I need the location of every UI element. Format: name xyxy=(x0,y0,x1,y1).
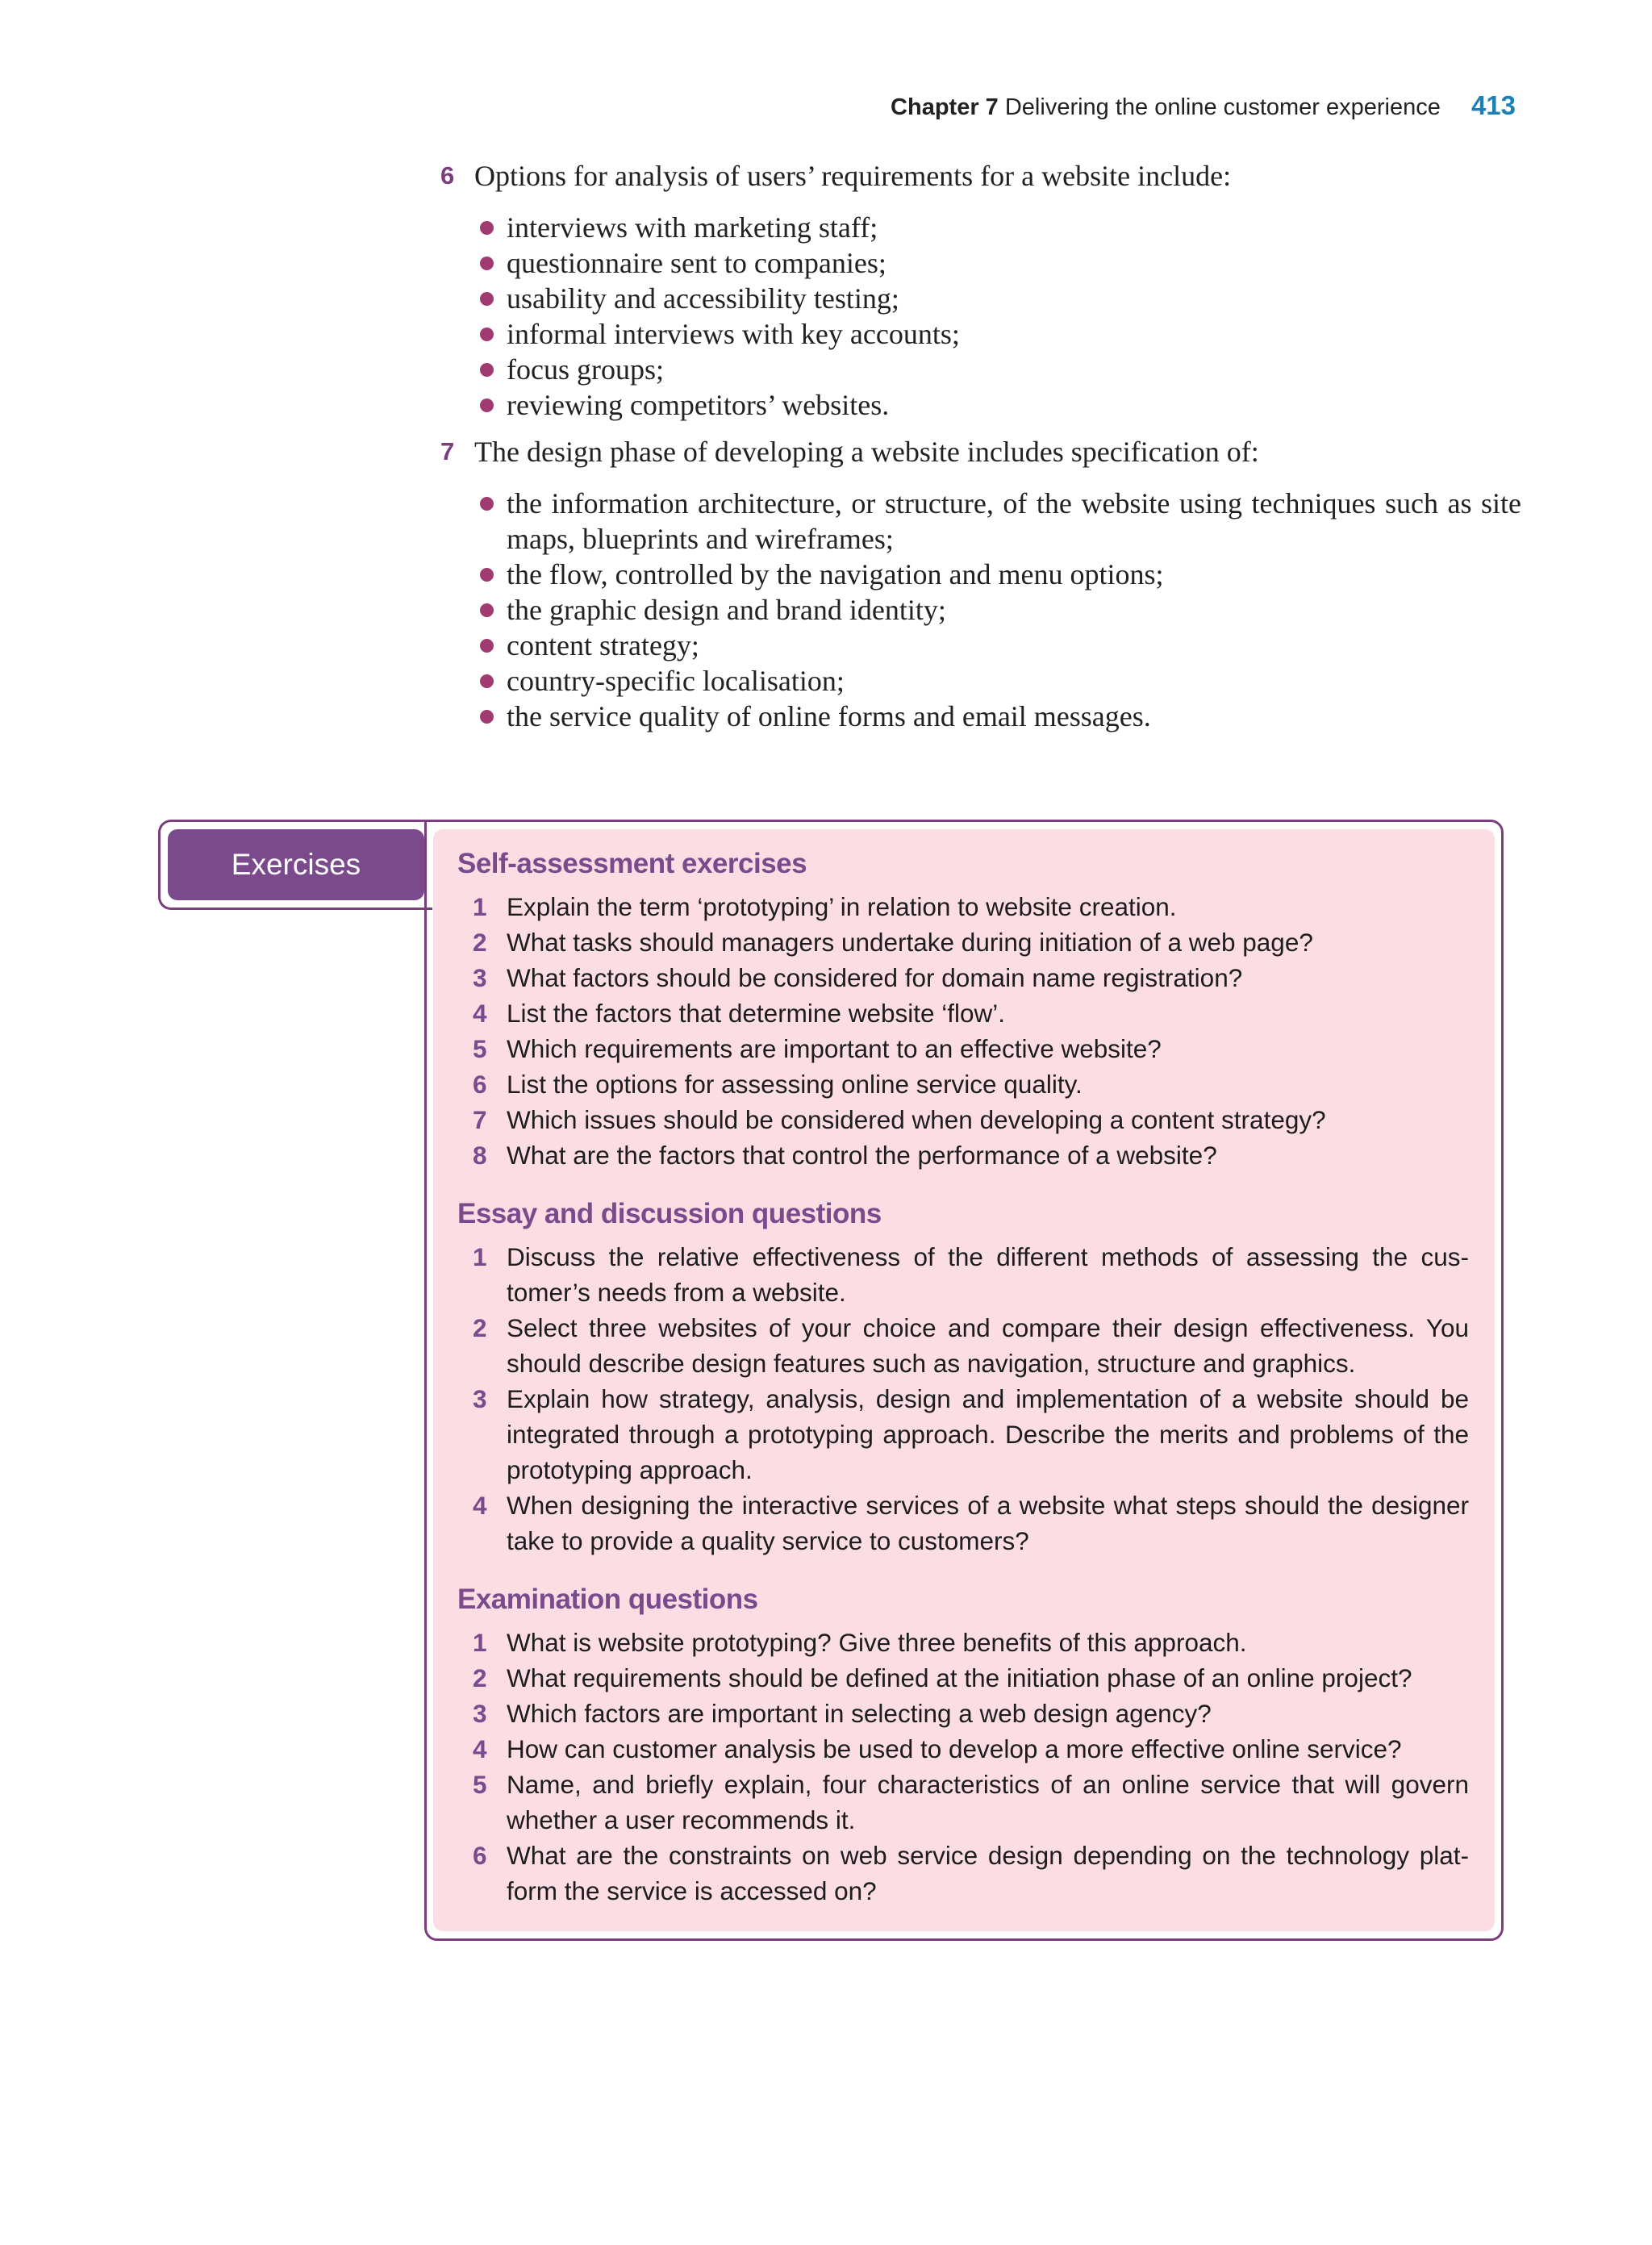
summary-item xyxy=(440,158,1521,423)
page-number: 413 xyxy=(1471,90,1516,120)
question-item xyxy=(457,1696,1469,1731)
question-list xyxy=(457,1625,1469,1909)
chapter-summary xyxy=(440,158,1521,734)
frame-divider-gap xyxy=(427,823,433,908)
self-assessment-section xyxy=(457,844,1469,1173)
question-item xyxy=(457,1239,1469,1310)
question-text: Discuss the relative effectiveness of the different methods of assessing the cus-tomer’s needs from a website. xyxy=(507,1242,1469,1307)
section-heading: Essay and discussion questions xyxy=(457,1198,882,1229)
question-text: What tasks should managers undertake during initiation of a web page? xyxy=(507,928,1313,957)
examination-section xyxy=(457,1579,1469,1909)
bullet-item: content strategy; xyxy=(507,628,1521,663)
bullet-item: informal interviews with key accounts; xyxy=(507,316,1521,352)
question-item xyxy=(457,1066,1469,1102)
question-text: What requirements should be defined at the initiation phase of an online project? xyxy=(507,1663,1412,1692)
question-item xyxy=(457,889,1469,924)
exercises-tab: Exercises xyxy=(168,829,424,900)
question-text: When designing the interactive services of a website what steps should the designer take to provide a quality service to customers? xyxy=(507,1491,1469,1555)
section-heading: Examination questions xyxy=(457,1584,758,1615)
section-heading: Self-assessment exercises xyxy=(457,848,807,879)
question-item xyxy=(457,960,1469,995)
question-text: Select three websites of your choice and compare their design effectiveness. You should describe design features such as navigation, structure and graphics. xyxy=(507,1313,1469,1378)
question-item xyxy=(457,1838,1469,1909)
bullet-item: country-specific localisation; xyxy=(507,663,1521,699)
question-item xyxy=(457,1137,1469,1173)
question-text: Name, and briefly explain, four characteristics of an online service that will govern whether a user recommends it. xyxy=(507,1770,1469,1834)
question-number: 2 xyxy=(473,1313,487,1342)
question-text: What is website prototyping? Give three benefits of this approach. xyxy=(507,1628,1247,1657)
question-text: How can customer analysis be used to develop a more effective online service? xyxy=(507,1734,1402,1763)
question-item xyxy=(457,1310,1469,1381)
question-number: 6 xyxy=(473,1841,487,1870)
question-item xyxy=(457,1625,1469,1660)
question-number: 1 xyxy=(473,892,487,921)
question-list xyxy=(457,889,1469,1173)
bullet-item: the flow, controlled by the navigation and menu options; xyxy=(507,557,1521,592)
question-number: 1 xyxy=(473,1628,487,1657)
bullet-item: the information architecture, or structure, of the website using techniques such as site maps, blueprints and wireframes; xyxy=(507,487,1521,555)
summary-item-number: 7 xyxy=(440,437,455,465)
bullet-item: interviews with marketing staff; xyxy=(507,210,1521,245)
question-item xyxy=(457,1102,1469,1137)
question-text: Which factors are important in selecting a web design agency? xyxy=(507,1699,1212,1728)
question-item xyxy=(457,1767,1469,1838)
question-item xyxy=(457,1381,1469,1488)
bullet-list xyxy=(474,486,1521,734)
bullet-item: reviewing competitors’ websites. xyxy=(507,387,1521,423)
chapter-label: Chapter 7 xyxy=(891,94,999,120)
question-list xyxy=(457,1239,1469,1559)
question-item xyxy=(457,1660,1469,1696)
question-number: 6 xyxy=(473,1070,487,1099)
question-number: 2 xyxy=(473,928,487,957)
question-item xyxy=(457,924,1469,960)
bullet-list xyxy=(474,210,1521,423)
question-number: 5 xyxy=(473,1770,487,1799)
exercises-panel xyxy=(433,829,1495,1931)
bullet-item: the service quality of online forms and email messages. xyxy=(507,699,1521,734)
question-text: List the factors that determine website ‘flow’. xyxy=(507,999,1006,1028)
bullet-item: the graphic design and brand identity; xyxy=(507,592,1521,628)
summary-item-number: 6 xyxy=(440,161,455,190)
bullet-item: usability and accessibility testing; xyxy=(507,281,1521,316)
question-number: 7 xyxy=(473,1105,487,1134)
question-text: What are the constraints on web service design depending on the technology plat-form the service is accessed on? xyxy=(507,1841,1469,1905)
question-number: 3 xyxy=(473,1384,487,1413)
question-number: 3 xyxy=(473,963,487,992)
bullet-item: questionnaire sent to companies; xyxy=(507,245,1521,281)
question-number: 4 xyxy=(473,1734,487,1763)
question-item xyxy=(457,995,1469,1031)
question-number: 5 xyxy=(473,1034,487,1063)
question-number: 2 xyxy=(473,1663,487,1692)
question-number: 3 xyxy=(473,1699,487,1728)
summary-item-text: The design phase of developing a website includes specification of: xyxy=(474,436,1259,468)
essay-discussion-section xyxy=(457,1194,1469,1559)
question-number: 4 xyxy=(473,1491,487,1520)
question-number: 8 xyxy=(473,1141,487,1170)
question-item xyxy=(457,1488,1469,1559)
question-text: Explain how strategy, analysis, design and implementation of a website should be integrated through a prototyping approach. Describe the merits and problems of the prototyping approach. xyxy=(507,1384,1469,1484)
question-text: What are the factors that control the performance of a website? xyxy=(507,1141,1217,1170)
question-text: Which requirements are important to an effective website? xyxy=(507,1034,1162,1063)
question-item xyxy=(457,1031,1469,1066)
question-item xyxy=(457,1731,1469,1767)
question-text: Explain the term ‘prototyping’ in relation to website creation. xyxy=(507,892,1177,921)
summary-item-text: Options for analysis of users’ requirements for a website include: xyxy=(474,160,1232,192)
question-number: 4 xyxy=(473,999,487,1028)
question-text: List the options for assessing online service quality. xyxy=(507,1070,1083,1099)
question-text: Which issues should be considered when developing a content strategy? xyxy=(507,1105,1326,1134)
question-text: What factors should be considered for domain name registration? xyxy=(507,963,1243,992)
chapter-title: Delivering the online customer experience xyxy=(1004,94,1441,120)
summary-item xyxy=(440,434,1521,734)
question-number: 1 xyxy=(473,1242,487,1271)
bullet-item: focus groups; xyxy=(507,352,1521,387)
running-header xyxy=(891,90,1516,121)
